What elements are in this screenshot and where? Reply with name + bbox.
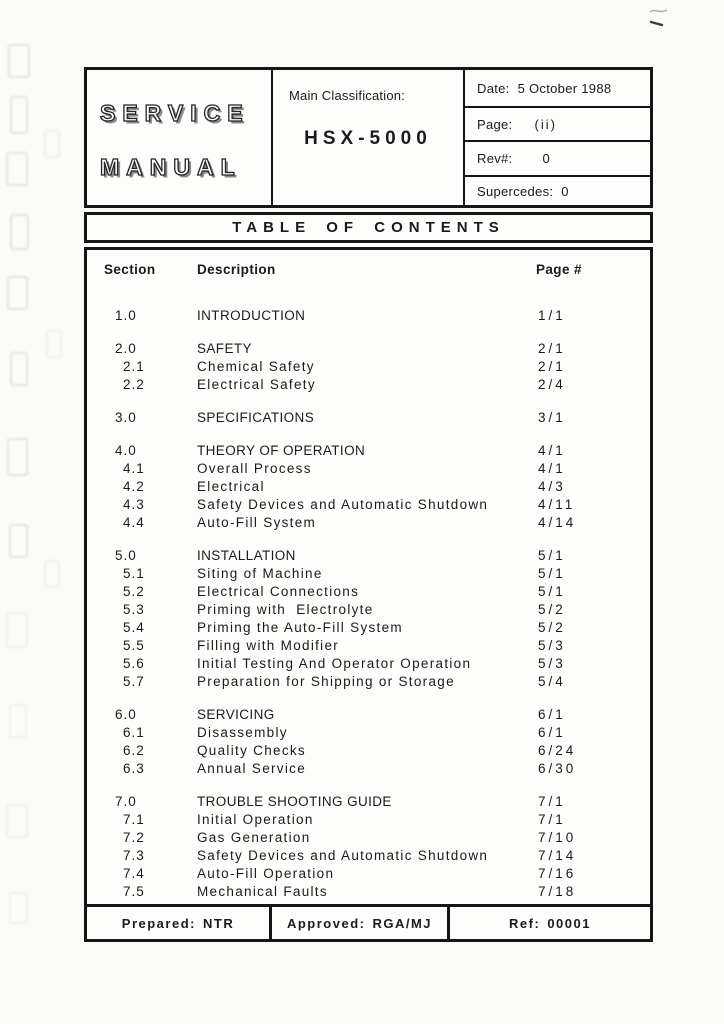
toc-entry-number: 2.0 [115,341,137,356]
scan-artifact [46,330,62,358]
column-headers [87,262,650,280]
date-label: Date: [477,80,510,96]
toc-entry-page: 6/30 [538,761,577,776]
toc-group [87,443,650,533]
toc-rows [87,308,650,902]
toc-entry [87,761,650,779]
toc-entry-number: 5.4 [123,620,145,635]
toc-entry-description: Quality Checks [197,743,306,758]
toc-entry [87,479,650,497]
toc-entry-number: 6.2 [123,743,145,758]
toc-entry [87,515,650,533]
model-number: HSX-5000 [304,128,432,149]
approved-label: Approved: [286,915,366,931]
toc-group [87,794,650,902]
toc-entry-page: 5/1 [538,584,566,599]
footer-box [84,904,653,942]
page-row [465,108,650,142]
toc-entry-number: 7.2 [123,830,145,845]
scan-artifact [10,96,28,134]
toc-entry-description: Gas Generation [197,830,311,845]
toc-entry-number: 1.0 [115,308,137,323]
toc-entry-page: 5/2 [538,620,566,635]
header-box [84,67,653,208]
toc-entry-description: INTRODUCTION [197,308,306,323]
scan-artifact [10,214,29,250]
toc-entry-description: INSTALLATION [197,548,296,563]
toc-entry-description: Auto-Fill Operation [197,866,335,881]
revision-label: Rev#: [477,151,513,166]
toc-entry [87,377,650,395]
toc-entry-number: 7.1 [123,812,145,827]
toc-entry-number: 5.5 [123,638,145,653]
toc-entry-description: Preparation for Shipping or Storage [197,674,455,689]
toc-entry-number: 2.2 [123,377,145,392]
approved-cell [272,907,450,939]
date-value: 5 October 1988 [517,80,612,96]
page-value: (ii) [534,116,557,132]
toc-entry [87,443,650,461]
toc-entry-page: 4/1 [538,461,566,476]
page-label: Page: [477,116,513,132]
column-header-page: Page # [536,262,582,277]
toc-entry-description: TROUBLE SHOOTING GUIDE [197,794,392,809]
toc-entry-number: 4.4 [123,515,145,530]
toc-entry-page: 4/14 [538,515,577,530]
toc-entry [87,566,650,584]
toc-entry [87,848,650,866]
toc-entry-page: 6/1 [538,725,566,740]
scan-artifact [8,44,30,78]
toc-entry [87,884,650,902]
toc-entry-page: 5/4 [538,674,566,689]
supercedes-label: Supercedes: [477,183,554,199]
toc-entry-page: 6/24 [538,743,577,758]
toc-entry-description: Overall Process [197,461,312,476]
contents-box [84,247,653,904]
toc-entry [87,812,650,830]
toc-entry [87,584,650,602]
scan-artifact [9,704,27,738]
supercedes-value: 0 [561,183,569,199]
toc-entry-description: Initial Testing And Operator Operation [197,656,472,671]
toc-entry [87,410,650,428]
toc-entry-description: Electrical [197,479,265,494]
prepared-label: Prepared: [121,915,196,931]
toc-entry-description: Safety Devices and Automatic Shutdown [197,848,489,863]
revision-value: 0 [542,151,550,166]
toc-entry-number: 3.0 [115,410,137,425]
toc-group [87,308,650,326]
toc-entry [87,359,650,377]
toc-group [87,707,650,779]
toc-entry [87,656,650,674]
toc-entry-description: Auto-Fill System [197,515,317,530]
toc-entry-page: 3/1 [538,410,566,425]
document-title-service: SERVICE [100,100,250,126]
scan-artifact [10,352,28,386]
toc-entry [87,725,650,743]
toc-entry-page: 2/1 [538,341,566,356]
toc-entry-page: 4/3 [538,479,566,494]
toc-entry-page: 5/1 [538,566,566,581]
toc-entry [87,707,650,725]
toc-entry-page: 7/16 [538,866,577,881]
scan-artifact [9,892,28,924]
service-manual-cell [87,70,273,205]
toc-entry-number: 5.6 [123,656,145,671]
scan-artifact [6,804,28,838]
toc-group [87,341,650,395]
toc-entry [87,602,650,620]
toc-entry [87,497,650,515]
banner-title: TABLE OF CONTENTS [232,219,505,236]
classification-label: Main Classification: [289,88,405,103]
toc-entry-number: 7.0 [115,794,137,809]
toc-entry-description: Filling with Modifier [197,638,340,653]
toc-entry-number: 4.2 [123,479,145,494]
reference-value: 00001 [547,915,591,931]
toc-entry [87,674,650,692]
toc-entry-number: 4.0 [115,443,137,458]
toc-entry [87,308,650,326]
toc-entry-page: 1/1 [538,308,566,323]
toc-entry-page: 4/1 [538,443,566,458]
toc-entry-description: Priming with Electrolyte [197,602,374,617]
scan-artifact [7,438,28,476]
toc-entry-number: 7.4 [123,866,145,881]
toc-entry-page: 7/18 [538,884,577,899]
pen-mark [642,5,676,31]
scan-artifact [44,560,60,588]
toc-entry-description: Priming the Auto-Fill System [197,620,403,635]
toc-entry-number: 7.5 [123,884,145,899]
date-row [465,70,650,108]
table-of-contents-banner [84,212,653,243]
toc-entry-description: Safety Devices and Automatic Shutdown [197,497,489,512]
toc-entry-description: Initial Operation [197,812,314,827]
toc-entry-page: 2/4 [538,377,566,392]
toc-entry-page: 2/1 [538,359,566,374]
scan-artifact [6,152,28,186]
toc-entry-description: Siting of Machine [197,566,323,581]
approved-value: RGA/MJ [372,915,433,931]
toc-entry-description: Mechanical Faults [197,884,328,899]
metadata-cell [465,70,650,205]
toc-entry-page: 5/1 [538,548,566,563]
revision-row [465,142,650,177]
toc-entry-page: 7/1 [538,794,566,809]
scan-artifact [44,130,60,158]
classification-cell [273,70,465,205]
toc-entry-description: SAFETY [197,341,252,356]
toc-entry-number: 6.1 [123,725,145,740]
toc-entry-page: 5/3 [538,656,566,671]
reference-cell [450,907,650,939]
toc-entry-number: 5.0 [115,548,137,563]
column-header-section: Section [104,262,156,277]
toc-entry-description: Annual Service [197,761,307,776]
toc-entry-description: Electrical Safety [197,377,316,392]
toc-entry-number: 4.3 [123,497,145,512]
toc-entry-number: 5.2 [123,584,145,599]
toc-entry-description: SERVICING [197,707,275,722]
toc-entry-number: 6.0 [115,707,137,722]
toc-entry-description: THEORY OF OPERATION [197,443,366,458]
toc-entry-page: 7/10 [538,830,577,845]
toc-entry-number: 6.3 [123,761,145,776]
toc-entry [87,794,650,812]
toc-entry [87,548,650,566]
toc-entry-page: 6/1 [538,707,566,722]
prepared-cell [87,907,272,939]
toc-entry [87,620,650,638]
scan-artifact [7,276,28,310]
document-title-manual: MANUAL [100,154,242,180]
toc-entry-number: 5.3 [123,602,145,617]
reference-label: Ref: [509,915,541,931]
toc-entry-number: 5.7 [123,674,145,689]
toc-entry [87,830,650,848]
toc-entry-page: 5/3 [538,638,566,653]
toc-entry-page: 4/11 [538,497,576,512]
toc-entry [87,743,650,761]
toc-entry-page: 7/1 [538,812,566,827]
toc-entry-description: SPECIFICATIONS [197,410,315,425]
toc-entry-number: 2.1 [123,359,145,374]
toc-group [87,548,650,692]
supercedes-row [465,177,650,205]
toc-entry-description: Electrical Connections [197,584,360,599]
column-header-description: Description [197,262,276,277]
toc-entry [87,461,650,479]
toc-entry-page: 5/2 [538,602,566,617]
prepared-value: NTR [202,915,235,931]
toc-group [87,410,650,428]
toc-entry [87,638,650,656]
toc-entry-description: Chemical Safety [197,359,315,374]
scan-artifact [6,612,28,648]
toc-entry [87,341,650,359]
toc-entry-number: 4.1 [123,461,145,476]
toc-entry-number: 5.1 [123,566,145,581]
toc-entry-number: 7.3 [123,848,145,863]
scan-artifact [9,524,28,558]
toc-entry-page: 7/14 [538,848,577,863]
toc-entry-description: Disassembly [197,725,288,740]
toc-entry [87,866,650,884]
